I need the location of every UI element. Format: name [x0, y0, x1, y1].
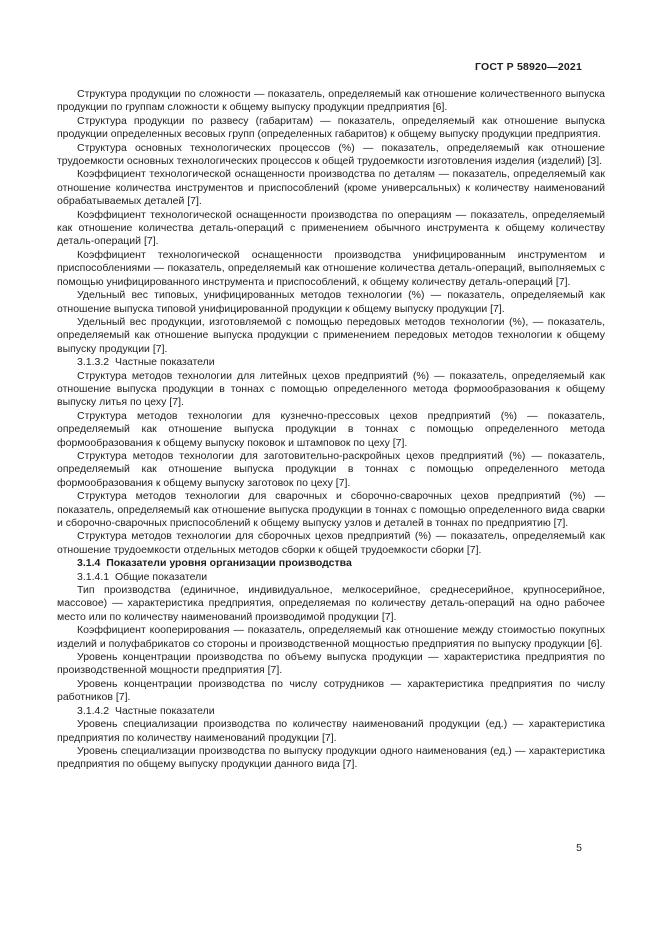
paragraph: Структура методов технологии для сборочных цехов предприятий (%) — показатель, определяемый как отношение трудоемкости отдельных методов сборки к общей трудоемкости сборки [7]. [57, 530, 605, 556]
paragraph: Структура методов технологии для сварочных и сборочно-сварочных цехов предприятий (%) — показатель, определяемый как отношение выпуска продукции в тоннах с помощью определенного вида сварки и сборочно-сварочных приспособлений к общему выпуску узлов и деталей в тоннах по предприятию [7]. [57, 490, 605, 529]
paragraph: Структура методов технологии для заготовительно-раскройных цехов предприятий (%) — показатель, определяемый как отношение выпуска продукции в тоннах с помощью определенного метода формообразования к общему выпуску заготовок по цеху [7]. [57, 449, 605, 489]
paragraph: Структура продукции по развесу (габаритам) — показатель, определяемый как отношение выпуска продукции определенных весовых групп (определенных габаритов) к общему выпуску продукции предприятия. [57, 114, 605, 141]
paragraph: Коэффициент технологической оснащенности производства унифицированным инструментом и приспособлениями — показатель, определяемый как отношение количества деталь-операций, выполняемых с помощью унифицированного инструмента и приспособлений, к общему количеству деталь-операций [7]. [57, 248, 605, 288]
paragraph: Уровень концентрации производства по числу сотрудников — характеристика предприятия по числу работников [7]. [57, 677, 605, 704]
document-header: ГОСТ Р 58920—2021 [474, 61, 582, 73]
document-body [57, 88, 605, 772]
paragraph: Уровень специализации производства по количеству наименований продукции (ед.) — характеристика предприятия по количеству наименований продукции [7]. [57, 718, 605, 744]
paragraph: Тип производства (единичное, индивидуальное, мелкосерийное, среднесерийное, крупносерийное, массовое) — характеристика предприятия, определяемая по количеству деталь-операций на одно рабочее место или по количеству наименований производимой продукции [7]. [57, 584, 605, 623]
clause-subheading: 3.1.3.2 Частные показатели [77, 356, 215, 369]
paragraph: Удельный вес типовых, унифицированных методов технологии (%) — показатель, определяемый как отношение выпуска типовой унифицированной продукции к общему выпуску продукции [7]. [57, 289, 605, 315]
paragraph: Коэффициент кооперирования — показатель, определяемый как отношение между стоимостью покупных изделий и полуфабрикатов со стороны и производственной мощностью предприятия по выпуску продукции [6]. [57, 624, 605, 650]
paragraph: Коэффициент технологической оснащенности производства по деталям — показатель, определяемый как отношение количества инструментов и приспособлений (кроме универсальных) к количеству наименований обрабатываемых деталей [7]. [57, 168, 605, 208]
paragraph: Уровень концентрации производства по объему выпуска продукции — характеристика предприятия по производственной мощности предприятия [7]. [57, 651, 605, 677]
clause-subheading: 3.1.4.1 Общие показатели [77, 570, 208, 583]
paragraph: Структура продукции по сложности — показатель, определяемый как отношение количественного выпуска продукции по группам сложности к общему выпуску продукции предприятия [6]. [57, 88, 605, 114]
paragraph: Коэффициент технологической оснащенности производства по операциям — показатель, определяемый как отношение количества деталь-операций с применением обычного инструмента к общему количеству деталь-операций [7]. [57, 208, 605, 248]
clause-subheading: 3.1.4.2 Частные показатели [77, 704, 215, 717]
paragraph: Структура методов технологии для кузнечно-прессовых цехов предприятий (%) — показатель, определяемый как отношение выпуска продукции в тоннах с помощью определенного метода формообразования к общему выпуску поковок и штамповок по цеху [7]. [57, 409, 605, 449]
paragraph: Структура методов технологии для литейных цехов предприятий (%) — показатель, определяемый как отношение выпуска продукции в тоннах с помощью определенного метода формообразования к общему выпуску литья по цеху [7]. [57, 369, 605, 409]
paragraph: Уровень специализации производства по выпуску продукции одного наименования (ед.) — характеристика предприятия по общему выпуску продукции данного вида [7]. [57, 744, 605, 771]
paragraph: Структура основных технологических процессов (%) — показатель, определяемый как отношение трудоемкости основных технологических процессов к общей трудоемкости изготовления изделия (изделий) [3]. [57, 141, 605, 168]
section-heading: 3.1.4 Показатели уровня организации производства [77, 557, 352, 570]
page-number: 5 [576, 842, 582, 854]
paragraph: Удельный вес продукции, изготовляемой с помощью передовых методов технологии (%), — показатель, определяемый как отношение выпуска продукции с применением передовых методов технологии к общему выпуску продукции [7]. [57, 315, 605, 355]
